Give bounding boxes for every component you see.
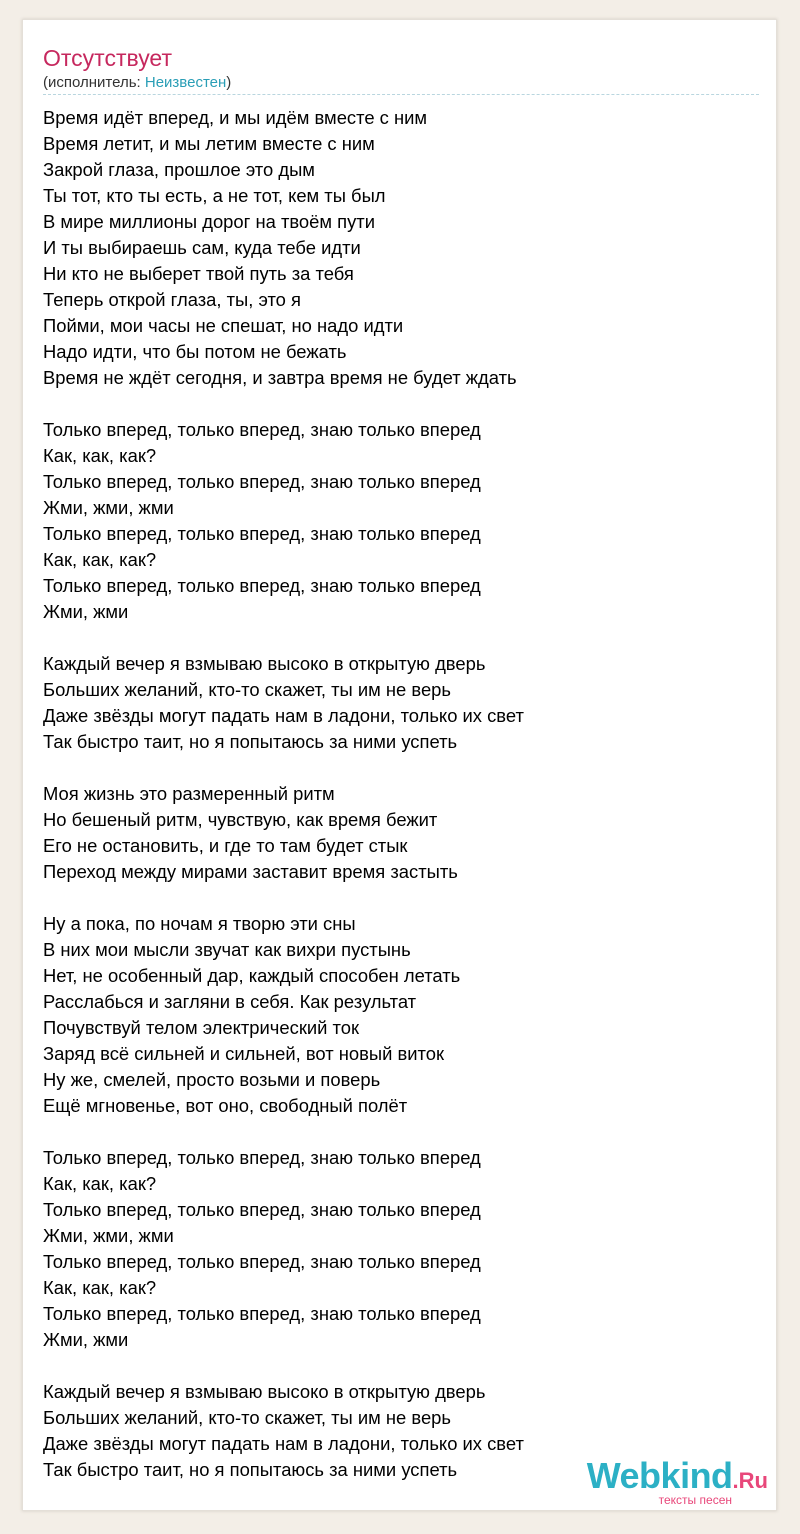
lyric-line: Только вперед, только вперед, знаю только вперед bbox=[43, 523, 481, 544]
lyric-line: Время летит, и мы летим вместе с ним bbox=[43, 133, 375, 154]
lyric-line: Так быстро таит, но я попытаюсь за ними успеть bbox=[43, 731, 458, 752]
lyric-line: Как, как, как? bbox=[43, 1173, 157, 1194]
lyrics-stanza bbox=[43, 781, 763, 885]
lyric-line: Время идёт вперед, и мы идём вместе с ним bbox=[43, 107, 428, 128]
lyric-line: Время не ждёт сегодня, и завтра время не будет ждать bbox=[43, 367, 517, 388]
watermark-tagline: тексты песен bbox=[658, 1493, 732, 1507]
site-watermark bbox=[582, 1456, 772, 1510]
lyric-line: Ни кто не выберет твой путь за тебя bbox=[43, 263, 354, 284]
lyric-line: Больших желаний, кто-то скажет, ты им не верь bbox=[43, 1407, 451, 1428]
lyric-line: Как, как, как? bbox=[43, 1277, 157, 1298]
lyrics-card bbox=[22, 19, 777, 1511]
lyric-line: Теперь открой глаза, ты, это я bbox=[43, 289, 301, 310]
watermark-tld: .Ru bbox=[732, 1468, 768, 1493]
lyric-line: Ещё мгновенье, вот оно, свободный полёт bbox=[43, 1095, 408, 1116]
lyric-line: Ты тот, кто ты есть, а не тот, кем ты был bbox=[43, 185, 386, 206]
lyric-line: Каждый вечер я взмываю высоко в открытую дверь bbox=[43, 653, 486, 674]
lyric-line: Даже звёзды могут падать нам в ладони, только их свет bbox=[43, 705, 524, 726]
lyric-line: Только вперед, только вперед, знаю только вперед bbox=[43, 1303, 481, 1324]
title-divider bbox=[43, 94, 759, 95]
lyrics-body bbox=[43, 105, 763, 1509]
lyric-line: В мире миллионы дорог на твоём пути bbox=[43, 211, 375, 232]
lyric-line: Пойми, мои часы не спешат, но надо идти bbox=[43, 315, 404, 336]
lyric-line: Только вперед, только вперед, знаю только вперед bbox=[43, 419, 481, 440]
lyric-line: Заряд всё сильней и сильней, вот новый виток bbox=[43, 1043, 445, 1064]
lyric-line: В них мои мысли звучат как вихри пустынь bbox=[43, 939, 411, 960]
lyric-line: Жми, жми, жми bbox=[43, 497, 174, 518]
artist-link[interactable]: Неизвестен bbox=[144, 74, 227, 91]
lyric-line: Ну же, смелей, просто возьми и поверь bbox=[43, 1069, 381, 1090]
lyric-line: Его не остановить, и где то там будет стык bbox=[43, 835, 408, 856]
lyric-line: Даже звёзды могут падать нам в ладони, только их свет bbox=[43, 1433, 524, 1454]
lyric-line: Как, как, как? bbox=[43, 549, 157, 570]
lyric-line: Только вперед, только вперед, знаю только вперед bbox=[43, 575, 481, 596]
lyric-line: Жми, жми bbox=[43, 1329, 129, 1350]
lyrics-stanza bbox=[43, 651, 763, 755]
lyric-line: Нет, не особенный дар, каждый способен летать bbox=[43, 965, 461, 986]
lyric-line: Моя жизнь это размеренный ритм bbox=[43, 783, 335, 804]
lyric-line: Закрой глаза, прошлое это дым bbox=[43, 159, 315, 180]
lyrics-stanza bbox=[43, 417, 763, 625]
artist-prefix: (исполнитель: bbox=[43, 74, 145, 91]
artist-line bbox=[43, 73, 231, 93]
lyric-line: Так быстро таит, но я попытаюсь за ними успеть bbox=[43, 1459, 458, 1480]
lyric-line: Как, как, как? bbox=[43, 445, 157, 466]
lyric-line: И ты выбираешь сам, куда тебе идти bbox=[43, 237, 361, 258]
lyric-line: Почувствуй телом электрический ток bbox=[43, 1017, 360, 1038]
lyric-line: Только вперед, только вперед, знаю только вперед bbox=[43, 471, 481, 492]
lyrics-stanza bbox=[43, 1145, 763, 1353]
lyric-line: Больших желаний, кто-то скажет, ты им не верь bbox=[43, 679, 451, 700]
lyric-line: Надо идти, что бы потом не бежать bbox=[43, 341, 347, 362]
lyric-line: Переход между мирами заставит время застыть bbox=[43, 861, 458, 882]
lyric-line: Жми, жми, жми bbox=[43, 1225, 174, 1246]
lyric-line: Но бешеный ритм, чувствую, как время бежит bbox=[43, 809, 438, 830]
lyric-line: Ну а пока, по ночам я творю эти сны bbox=[43, 913, 356, 934]
lyrics-stanza bbox=[43, 911, 763, 1119]
watermark-brand: Webkind bbox=[586, 1455, 733, 1496]
song-title: Отсутствует bbox=[43, 45, 172, 71]
lyric-line: Только вперед, только вперед, знаю только вперед bbox=[43, 1251, 481, 1272]
lyrics-stanza bbox=[43, 105, 763, 391]
lyric-line: Жми, жми bbox=[43, 601, 129, 622]
lyric-line: Только вперед, только вперед, знаю только вперед bbox=[43, 1199, 481, 1220]
artist-suffix: ) bbox=[226, 74, 232, 91]
lyric-line: Каждый вечер я взмываю высоко в открытую дверь bbox=[43, 1381, 486, 1402]
lyric-line: Расслабься и загляни в себя. Как результат bbox=[43, 991, 417, 1012]
lyric-line: Только вперед, только вперед, знаю только вперед bbox=[43, 1147, 481, 1168]
